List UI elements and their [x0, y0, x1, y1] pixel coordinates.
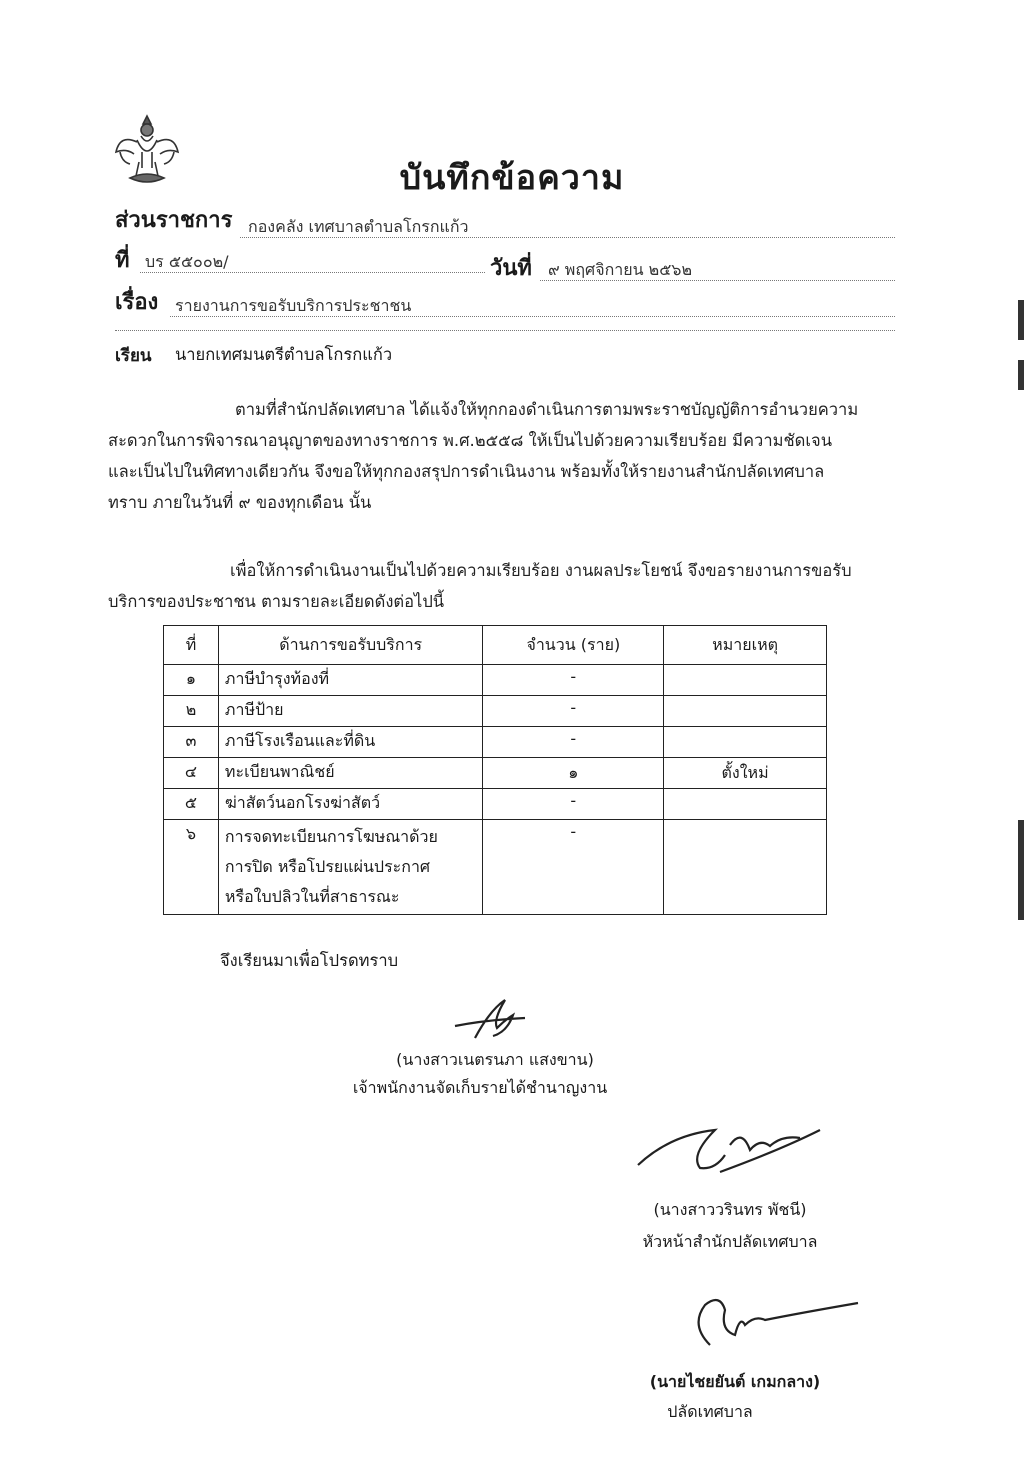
agency-dotline — [240, 237, 895, 238]
row-service: ภาษีบำรุงท้องที่ — [218, 665, 483, 696]
row-no: ๒ — [164, 696, 219, 727]
table-row — [164, 820, 827, 915]
agency-value: กองคลัง เทศบาลตำบลโกรกแก้ว — [248, 217, 469, 236]
row-no: ๖ — [164, 820, 219, 915]
closing-text: จึงเรียนมาเพื่อโปรดทราบ — [220, 951, 399, 970]
row-service: ภาษีป้าย — [218, 696, 483, 727]
signature-3-handwritten — [680, 1285, 860, 1355]
table-header-row — [164, 626, 827, 665]
row-no: ๓ — [164, 727, 219, 758]
row-service-multiline — [218, 820, 483, 915]
row-service: ทะเบียนพาณิชย์ — [218, 758, 483, 789]
header-no: ที่ — [164, 626, 219, 665]
signature-2-name: (นางสาววรินทร พัชนี) — [653, 1200, 807, 1219]
row-no: ๔ — [164, 758, 219, 789]
row-remark — [664, 789, 827, 820]
row-count: - — [483, 727, 664, 758]
row-service-line: การจดทะเบียนการโฆษณาด้วย — [224, 827, 438, 846]
row-count: - — [483, 696, 664, 727]
date-label: วันที่ — [490, 256, 532, 281]
date-value: ๙ พฤศจิกายน ๒๕๖๒ — [548, 260, 692, 279]
row-count: - — [483, 665, 664, 696]
para1-line3: และเป็นไปในทิศทางเดียวกัน จึงขอให้ทุกกองสรุปการดำเนินงาน พร้อมทั้งให้รายงานสำนักปลัดเทศบาล — [108, 462, 825, 481]
row-service-line: การปิด หรือโปรยแผ่นประกาศ — [224, 857, 431, 876]
scan-edge-mark — [1018, 820, 1024, 920]
header-count: จำนวน (ราย) — [483, 626, 664, 665]
para1-line1: ตามที่สำนักปลัดเทศบาล ได้แจ้งให้ทุกกองดำเนินการตามพระราชบัญญัติการอำนวยความ — [235, 400, 859, 419]
para1-line4: ทราบ ภายในวันที่ ๙ ของทุกเดือน นั้น — [108, 493, 372, 512]
row-service-line: หรือใบปลิวในที่สาธารณะ — [224, 887, 400, 906]
table-row — [164, 727, 827, 758]
para2-line1: เพื่อให้การดำเนินงานเป็นไปด้วยความเรียบร้อย งานผลประโยชน์ จึงขอรายงานการขอรับ — [230, 561, 852, 580]
row-count: - — [483, 820, 664, 915]
table-row — [164, 758, 827, 789]
signature-1-name: (นางสาวเนตรนภา แสงขาน) — [396, 1050, 594, 1069]
scan-edge-mark — [1018, 360, 1024, 390]
signature-2-handwritten — [630, 1110, 835, 1180]
signature-1-position: เจ้าพนักงานจัดเก็บรายได้ชำนาญงาน — [352, 1078, 608, 1097]
row-no: ๑ — [164, 665, 219, 696]
table-row — [164, 789, 827, 820]
subject-dotline — [170, 316, 895, 317]
signature-1-handwritten — [445, 990, 535, 1045]
table-row — [164, 696, 827, 727]
table-row — [164, 665, 827, 696]
header-remark: หมายเหตุ — [664, 626, 827, 665]
row-no: ๕ — [164, 789, 219, 820]
row-remark: ตั้งใหม่ — [664, 758, 827, 789]
ref-value: บร ๕๕๐๐๒/ — [145, 252, 229, 271]
row-service: ภาษีโรงเรือนและที่ดิน — [218, 727, 483, 758]
subject-value: รายงานการขอรับบริการประชาชน — [175, 296, 412, 315]
row-service: ฆ่าสัตว์นอกโรงฆ่าสัตว์ — [218, 789, 483, 820]
para2-line2: บริการของประชาชน ตามรายละเอียดดังต่อไปนี้ — [108, 592, 445, 611]
row-remark — [664, 727, 827, 758]
signature-3-position: ปลัดเทศบาล — [667, 1402, 753, 1421]
to-label: เรียน — [115, 346, 152, 366]
service-table — [163, 625, 827, 915]
document-title: บันทึกข้อความ — [399, 158, 625, 198]
row-count: - — [483, 789, 664, 820]
scan-edge-mark — [1018, 300, 1024, 340]
row-count: ๑ — [483, 758, 664, 789]
subject-label: เรื่อง — [115, 290, 159, 315]
row-remark — [664, 820, 827, 915]
signature-3-name: (นายไชยยันต์ เกมกลาง) — [649, 1372, 821, 1391]
row-remark — [664, 696, 827, 727]
to-value: นายกเทศมนตรีตำบลโกรกแก้ว — [175, 345, 393, 364]
header-service: ด้านการขอรับบริการ — [218, 626, 483, 665]
ref-label: ที่ — [115, 248, 130, 273]
ref-dotline — [140, 272, 485, 273]
para1-line2: สะดวกในการพิจารณาอนุญาตของทางราชการ พ.ศ.๒๕๕๘ ให้เป็นไปด้วยความเรียบร้อย มีความชัดเจน — [108, 431, 832, 450]
row-remark — [664, 665, 827, 696]
agency-label: ส่วนราชการ — [115, 208, 233, 233]
date-dotline — [540, 280, 895, 281]
signature-2-position: หัวหน้าสำนักปลัดเทศบาล — [642, 1232, 818, 1251]
separator-dotline — [115, 330, 895, 331]
